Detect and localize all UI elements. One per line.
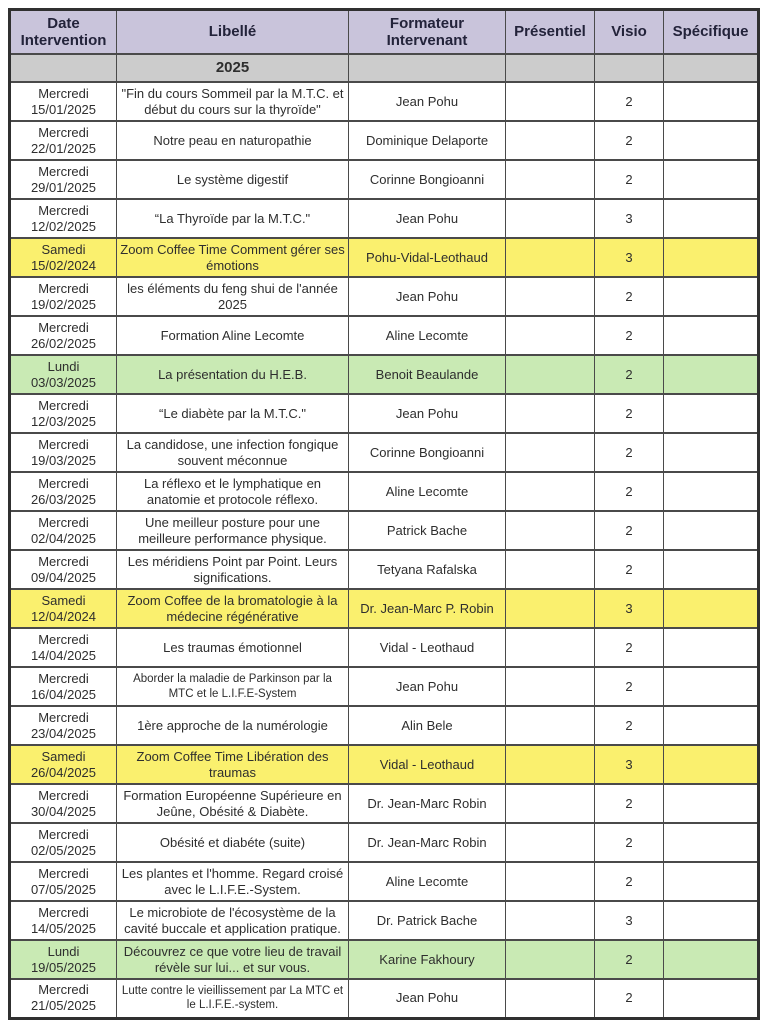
formateur-cell: Patrick Bache (349, 511, 506, 550)
specifique-cell (664, 667, 759, 706)
date-intervention-cell: Samedi 26/04/2025 (10, 745, 117, 784)
formateur-cell: Vidal - Leothaud (349, 745, 506, 784)
formateur-cell: Aline Lecomte (349, 316, 506, 355)
specifique-cell (664, 121, 759, 160)
libelle-cell: Le microbiote de l'écosystème de la cavité buccale et application pratique. (117, 901, 349, 940)
table-row (10, 121, 759, 160)
year-row (10, 54, 759, 82)
col-header-presentiel: Présentiel (506, 10, 595, 55)
specifique-cell (664, 784, 759, 823)
table-row (10, 511, 759, 550)
visio-cell: 2 (595, 784, 664, 823)
presentiel-cell (506, 511, 595, 550)
presentiel-cell (506, 901, 595, 940)
presentiel-cell (506, 940, 595, 979)
table-row (10, 472, 759, 511)
presentiel-cell (506, 745, 595, 784)
specifique-cell (664, 823, 759, 862)
visio-cell: 2 (595, 472, 664, 511)
presentiel-cell (506, 472, 595, 511)
formateur-cell: Pohu-Vidal-Leothaud (349, 238, 506, 277)
libelle-cell: Découvrez ce que votre lieu de travail révèle sur lui... et sur vous. (117, 940, 349, 979)
year-cell-empty (349, 54, 506, 82)
table-row (10, 199, 759, 238)
col-header-date-intervention: Date Intervention (10, 10, 117, 55)
formateur-cell: Jean Pohu (349, 277, 506, 316)
libelle-cell: La candidose, une infection fongique souvent méconnue (117, 433, 349, 472)
formateur-cell: Dr. Patrick Bache (349, 901, 506, 940)
formateur-cell: Jean Pohu (349, 667, 506, 706)
table-row (10, 979, 759, 1018)
date-intervention-cell: Samedi 15/02/2024 (10, 238, 117, 277)
visio-cell: 2 (595, 979, 664, 1018)
specifique-cell (664, 316, 759, 355)
libelle-cell: Le système digestif (117, 160, 349, 199)
table-row (10, 745, 759, 784)
specifique-cell (664, 550, 759, 589)
formateur-cell: Aline Lecomte (349, 472, 506, 511)
presentiel-cell (506, 589, 595, 628)
table-row (10, 589, 759, 628)
table-row (10, 784, 759, 823)
year-cell-empty (664, 54, 759, 82)
visio-cell: 2 (595, 121, 664, 160)
presentiel-cell (506, 979, 595, 1018)
presentiel-cell (506, 550, 595, 589)
visio-cell: 3 (595, 199, 664, 238)
date-intervention-cell: Mercredi 19/03/2025 (10, 433, 117, 472)
visio-cell: 2 (595, 550, 664, 589)
presentiel-cell (506, 433, 595, 472)
visio-cell: 2 (595, 277, 664, 316)
table-row (10, 394, 759, 433)
libelle-cell: Les traumas émotionnel (117, 628, 349, 667)
libelle-cell: Les méridiens Point par Point. Leurs significations. (117, 550, 349, 589)
libelle-cell: Notre peau en naturopathie (117, 121, 349, 160)
formateur-cell: Dr. Jean-Marc Robin (349, 784, 506, 823)
date-intervention-cell: Samedi 12/04/2024 (10, 589, 117, 628)
date-intervention-cell: Mercredi 12/03/2025 (10, 394, 117, 433)
date-intervention-cell: Mercredi 12/02/2025 (10, 199, 117, 238)
libelle-cell: Une meilleur posture pour une meilleure performance physique. (117, 511, 349, 550)
libelle-cell: 1ère approche de la numérologie (117, 706, 349, 745)
formateur-cell: Dr. Jean-Marc P. Robin (349, 589, 506, 628)
presentiel-cell (506, 862, 595, 901)
libelle-cell: Formation Européenne Supérieure en Jeûne, Obésité & Diabète. (117, 784, 349, 823)
formateur-cell: Alin Bele (349, 706, 506, 745)
date-intervention-cell: Lundi 19/05/2025 (10, 940, 117, 979)
formateur-cell: Aline Lecomte (349, 862, 506, 901)
presentiel-cell (506, 823, 595, 862)
specifique-cell (664, 82, 759, 121)
visio-cell: 2 (595, 823, 664, 862)
table-row (10, 901, 759, 940)
formateur-cell: Dominique Delaporte (349, 121, 506, 160)
formateur-cell: Dr. Jean-Marc Robin (349, 823, 506, 862)
date-intervention-cell: Mercredi 29/01/2025 (10, 160, 117, 199)
date-intervention-cell: Mercredi 07/05/2025 (10, 862, 117, 901)
libelle-cell: Zoom Coffee Time Libération des traumas (117, 745, 349, 784)
table-row (10, 355, 759, 394)
formateur-cell: Tetyana Rafalska (349, 550, 506, 589)
visio-cell: 2 (595, 160, 664, 199)
libelle-cell: Zoom Coffee de la bromatologie à la médecine régénérative (117, 589, 349, 628)
libelle-cell: Aborder la maladie de Parkinson par la MTC et le L.I.F.E-System (117, 667, 349, 706)
date-intervention-cell: Mercredi 30/04/2025 (10, 784, 117, 823)
table-row (10, 940, 759, 979)
specifique-cell (664, 901, 759, 940)
visio-cell: 2 (595, 355, 664, 394)
date-intervention-cell: Mercredi 14/04/2025 (10, 628, 117, 667)
col-header-libelle: Libellé (117, 10, 349, 55)
formateur-cell: Vidal - Leothaud (349, 628, 506, 667)
date-intervention-cell: Mercredi 21/05/2025 (10, 979, 117, 1018)
visio-cell: 3 (595, 745, 664, 784)
specifique-cell (664, 511, 759, 550)
libelle-cell: “Le diabète par la M.T.C." (117, 394, 349, 433)
date-intervention-cell: Lundi 03/03/2025 (10, 355, 117, 394)
presentiel-cell (506, 394, 595, 433)
date-intervention-cell: Mercredi 02/05/2025 (10, 823, 117, 862)
col-header-specifique: Spécifique (664, 10, 759, 55)
date-intervention-cell: Mercredi 19/02/2025 (10, 277, 117, 316)
libelle-cell: Zoom Coffee Time Comment gérer ses émotions (117, 238, 349, 277)
specifique-cell (664, 433, 759, 472)
table-row (10, 823, 759, 862)
presentiel-cell (506, 277, 595, 316)
presentiel-cell (506, 121, 595, 160)
specifique-cell (664, 472, 759, 511)
schedule-table (8, 8, 760, 1020)
table-row (10, 277, 759, 316)
specifique-cell (664, 199, 759, 238)
visio-cell: 2 (595, 82, 664, 121)
formateur-cell: Corinne Bongioanni (349, 160, 506, 199)
table-row (10, 550, 759, 589)
specifique-cell (664, 979, 759, 1018)
libelle-cell: "Fin du cours Sommeil par la M.T.C. et début du cours sur la thyroïde" (117, 82, 349, 121)
table-body (10, 54, 759, 1018)
header-row (10, 10, 759, 55)
table-row (10, 433, 759, 472)
libelle-cell: “La Thyroïde par la M.T.C." (117, 199, 349, 238)
presentiel-cell (506, 784, 595, 823)
specifique-cell (664, 862, 759, 901)
date-intervention-cell: Mercredi 02/04/2025 (10, 511, 117, 550)
libelle-cell: La réflexo et le lymphatique en anatomie et protocole réflexo. (117, 472, 349, 511)
table-row (10, 706, 759, 745)
visio-cell: 2 (595, 862, 664, 901)
visio-cell: 3 (595, 901, 664, 940)
presentiel-cell (506, 82, 595, 121)
visio-cell: 2 (595, 706, 664, 745)
presentiel-cell (506, 160, 595, 199)
specifique-cell (664, 745, 759, 784)
table-row (10, 316, 759, 355)
libelle-cell: La présentation du H.E.B. (117, 355, 349, 394)
formateur-cell: Karine Fakhoury (349, 940, 506, 979)
presentiel-cell (506, 238, 595, 277)
col-header-formateur-intervenant: Formateur Intervenant (349, 10, 506, 55)
specifique-cell (664, 277, 759, 316)
specifique-cell (664, 355, 759, 394)
date-intervention-cell: Mercredi 09/04/2025 (10, 550, 117, 589)
date-intervention-cell: Mercredi 26/02/2025 (10, 316, 117, 355)
presentiel-cell (506, 706, 595, 745)
specifique-cell (664, 589, 759, 628)
date-intervention-cell: Mercredi 16/04/2025 (10, 667, 117, 706)
specifique-cell (664, 160, 759, 199)
year-cell-empty (506, 54, 595, 82)
date-intervention-cell: Mercredi 22/01/2025 (10, 121, 117, 160)
visio-cell: 2 (595, 394, 664, 433)
table-row (10, 238, 759, 277)
visio-cell: 3 (595, 238, 664, 277)
table-row (10, 862, 759, 901)
year-label: 2025 (117, 54, 349, 82)
libelle-cell: les éléments du feng shui de l'année 2025 (117, 277, 349, 316)
formateur-cell: Benoit Beaulande (349, 355, 506, 394)
visio-cell: 2 (595, 316, 664, 355)
formateur-cell: Jean Pohu (349, 82, 506, 121)
visio-cell: 2 (595, 940, 664, 979)
formateur-cell: Jean Pohu (349, 394, 506, 433)
presentiel-cell (506, 355, 595, 394)
formateur-cell: Jean Pohu (349, 199, 506, 238)
libelle-cell: Obésité et diabéte (suite) (117, 823, 349, 862)
presentiel-cell (506, 199, 595, 238)
date-intervention-cell: Mercredi 23/04/2025 (10, 706, 117, 745)
visio-cell: 2 (595, 667, 664, 706)
year-cell-empty (10, 54, 117, 82)
formateur-cell: Jean Pohu (349, 979, 506, 1018)
libelle-cell: Les plantes et l'homme. Regard croisé avec le L.I.F.E.-System. (117, 862, 349, 901)
date-intervention-cell: Mercredi 14/05/2025 (10, 901, 117, 940)
year-cell-empty (595, 54, 664, 82)
libelle-cell: Lutte contre le vieillissement par La MTC et le L.I.F.E.-system. (117, 979, 349, 1018)
visio-cell: 3 (595, 589, 664, 628)
visio-cell: 2 (595, 511, 664, 550)
specifique-cell (664, 394, 759, 433)
table-row (10, 667, 759, 706)
specifique-cell (664, 706, 759, 745)
specifique-cell (664, 940, 759, 979)
visio-cell: 2 (595, 433, 664, 472)
col-header-visio: Visio (595, 10, 664, 55)
date-intervention-cell: Mercredi 15/01/2025 (10, 82, 117, 121)
formateur-cell: Corinne Bongioanni (349, 433, 506, 472)
specifique-cell (664, 238, 759, 277)
table-row (10, 628, 759, 667)
table-row (10, 82, 759, 121)
specifique-cell (664, 628, 759, 667)
presentiel-cell (506, 316, 595, 355)
table-row (10, 160, 759, 199)
libelle-cell: Formation Aline Lecomte (117, 316, 349, 355)
presentiel-cell (506, 667, 595, 706)
presentiel-cell (506, 628, 595, 667)
visio-cell: 2 (595, 628, 664, 667)
date-intervention-cell: Mercredi 26/03/2025 (10, 472, 117, 511)
